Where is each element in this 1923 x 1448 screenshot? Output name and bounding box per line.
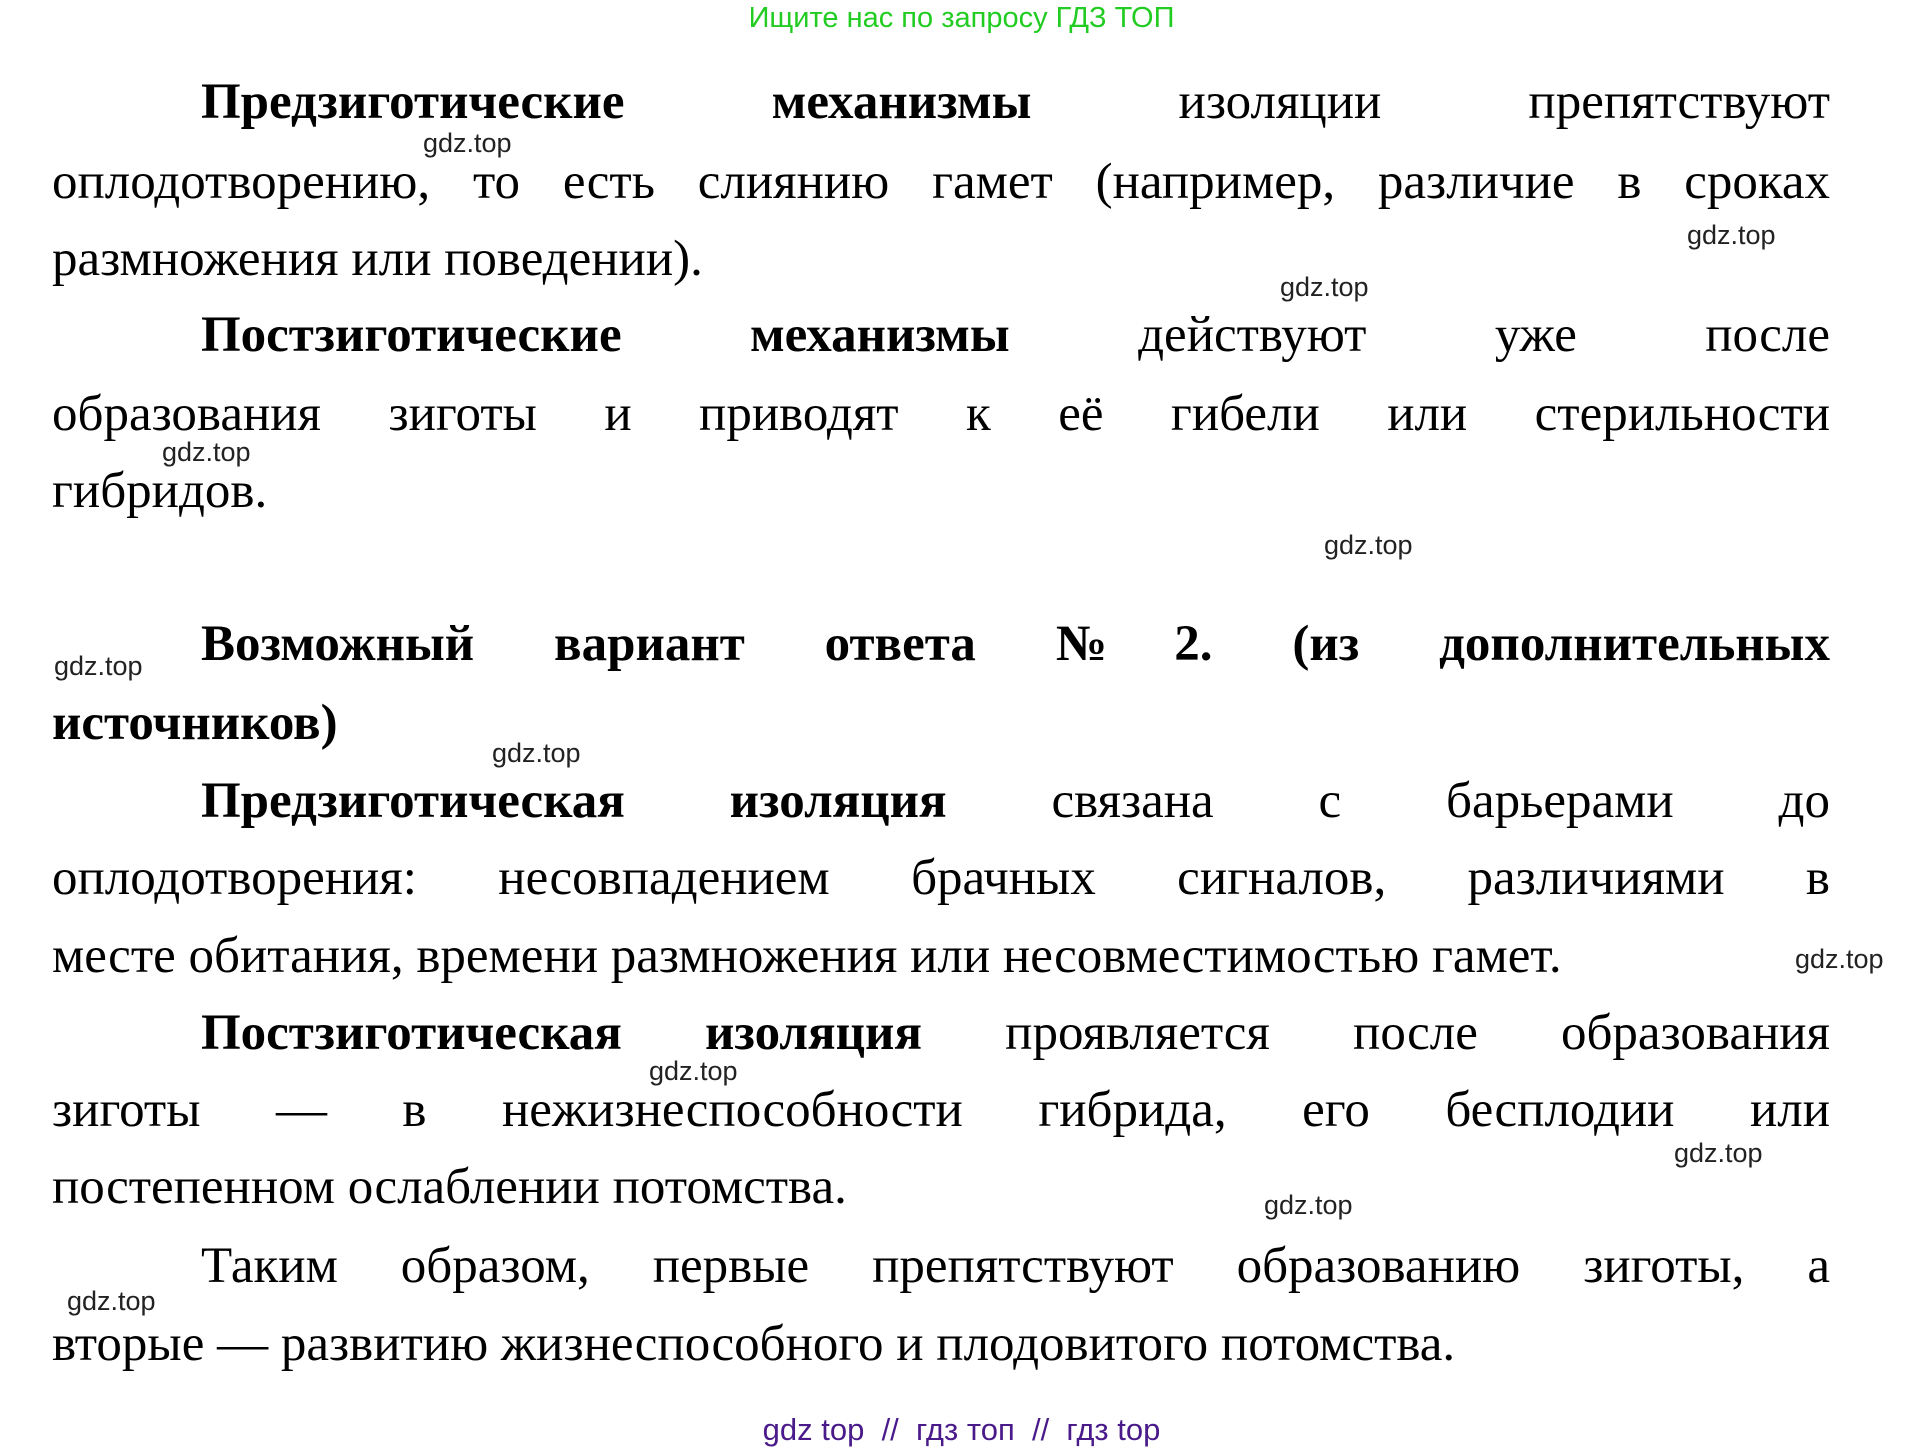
paragraph-5-line-2: вторые — развитию жизнеспособного и плодовитого потомства. — [52, 1316, 1456, 1372]
watermark: gdz.top — [1324, 530, 1413, 560]
watermark: gdz.top — [1687, 220, 1776, 250]
watermark: gdz.top — [1795, 944, 1884, 974]
term-bold: Постзиготические механизмы — [201, 307, 1010, 363]
paragraph-1-line-2: оплодотворению, то есть слиянию гамет (например, различие в сроках — [52, 154, 1830, 210]
answer-variant-heading-line-1: Возможный вариант ответа №2. (из дополнительных — [201, 616, 1830, 672]
watermark: gdz.top — [649, 1056, 738, 1086]
watermark: gdz.top — [1264, 1190, 1353, 1220]
paragraph-5-line-1: Таким образом, первые препятствуют образованию зиготы, а — [201, 1238, 1830, 1294]
footer-watermark — [0, 1412, 1923, 1448]
watermark: gdz.top — [1674, 1138, 1763, 1168]
paragraph-3-line-3: месте обитания, времени размножения или несовместимостью гамет. — [52, 928, 1562, 984]
term-bold: Постзиготическая изоляция — [201, 1005, 922, 1061]
answer-variant-heading-line-2: источников) — [52, 695, 338, 751]
paragraph-2-line-1 — [201, 296, 1830, 374]
text: связана с барьерами до — [1051, 773, 1830, 829]
paragraph-3-line-1 — [201, 762, 1830, 840]
search-hint-banner: Ищите нас по запросу ГДЗ ТОП — [748, 2, 1175, 34]
paragraph-2-line-3: гибридов. — [52, 463, 268, 519]
paragraph-2-line-2: образования зиготы и приводят к её гибели или стерильности — [52, 386, 1830, 442]
paragraph-1-line-3: размножения или поведении). — [52, 231, 703, 287]
watermark: gdz.top — [67, 1286, 156, 1316]
watermark: gdz.top — [1280, 272, 1369, 302]
footer-text: gdz top // гдз топ // гдз top — [762, 1412, 1161, 1447]
paragraph-4-line-2: зиготы — в нежизнеспособности гибрида, его бесплодии или — [52, 1082, 1830, 1138]
term-bold: Предзиготическая изоляция — [201, 773, 947, 829]
paragraph-4-line-3: постепенном ослаблении потомства. — [52, 1159, 847, 1215]
paragraph-4-line-1 — [201, 994, 1830, 1072]
watermark: gdz.top — [492, 738, 581, 768]
text: проявляется после образования — [1005, 1005, 1830, 1061]
watermark: gdz.top — [162, 437, 251, 467]
text: действуют уже после — [1138, 307, 1831, 363]
watermark: gdz.top — [423, 128, 512, 158]
term-bold: Предзиготические механизмы — [201, 74, 1032, 130]
watermark: gdz.top — [54, 651, 143, 681]
text: изоляции препятствуют — [1178, 74, 1830, 130]
paragraph-3-line-2: оплодотворения: несовпадением брачных сигналов, различиями в — [52, 850, 1830, 906]
